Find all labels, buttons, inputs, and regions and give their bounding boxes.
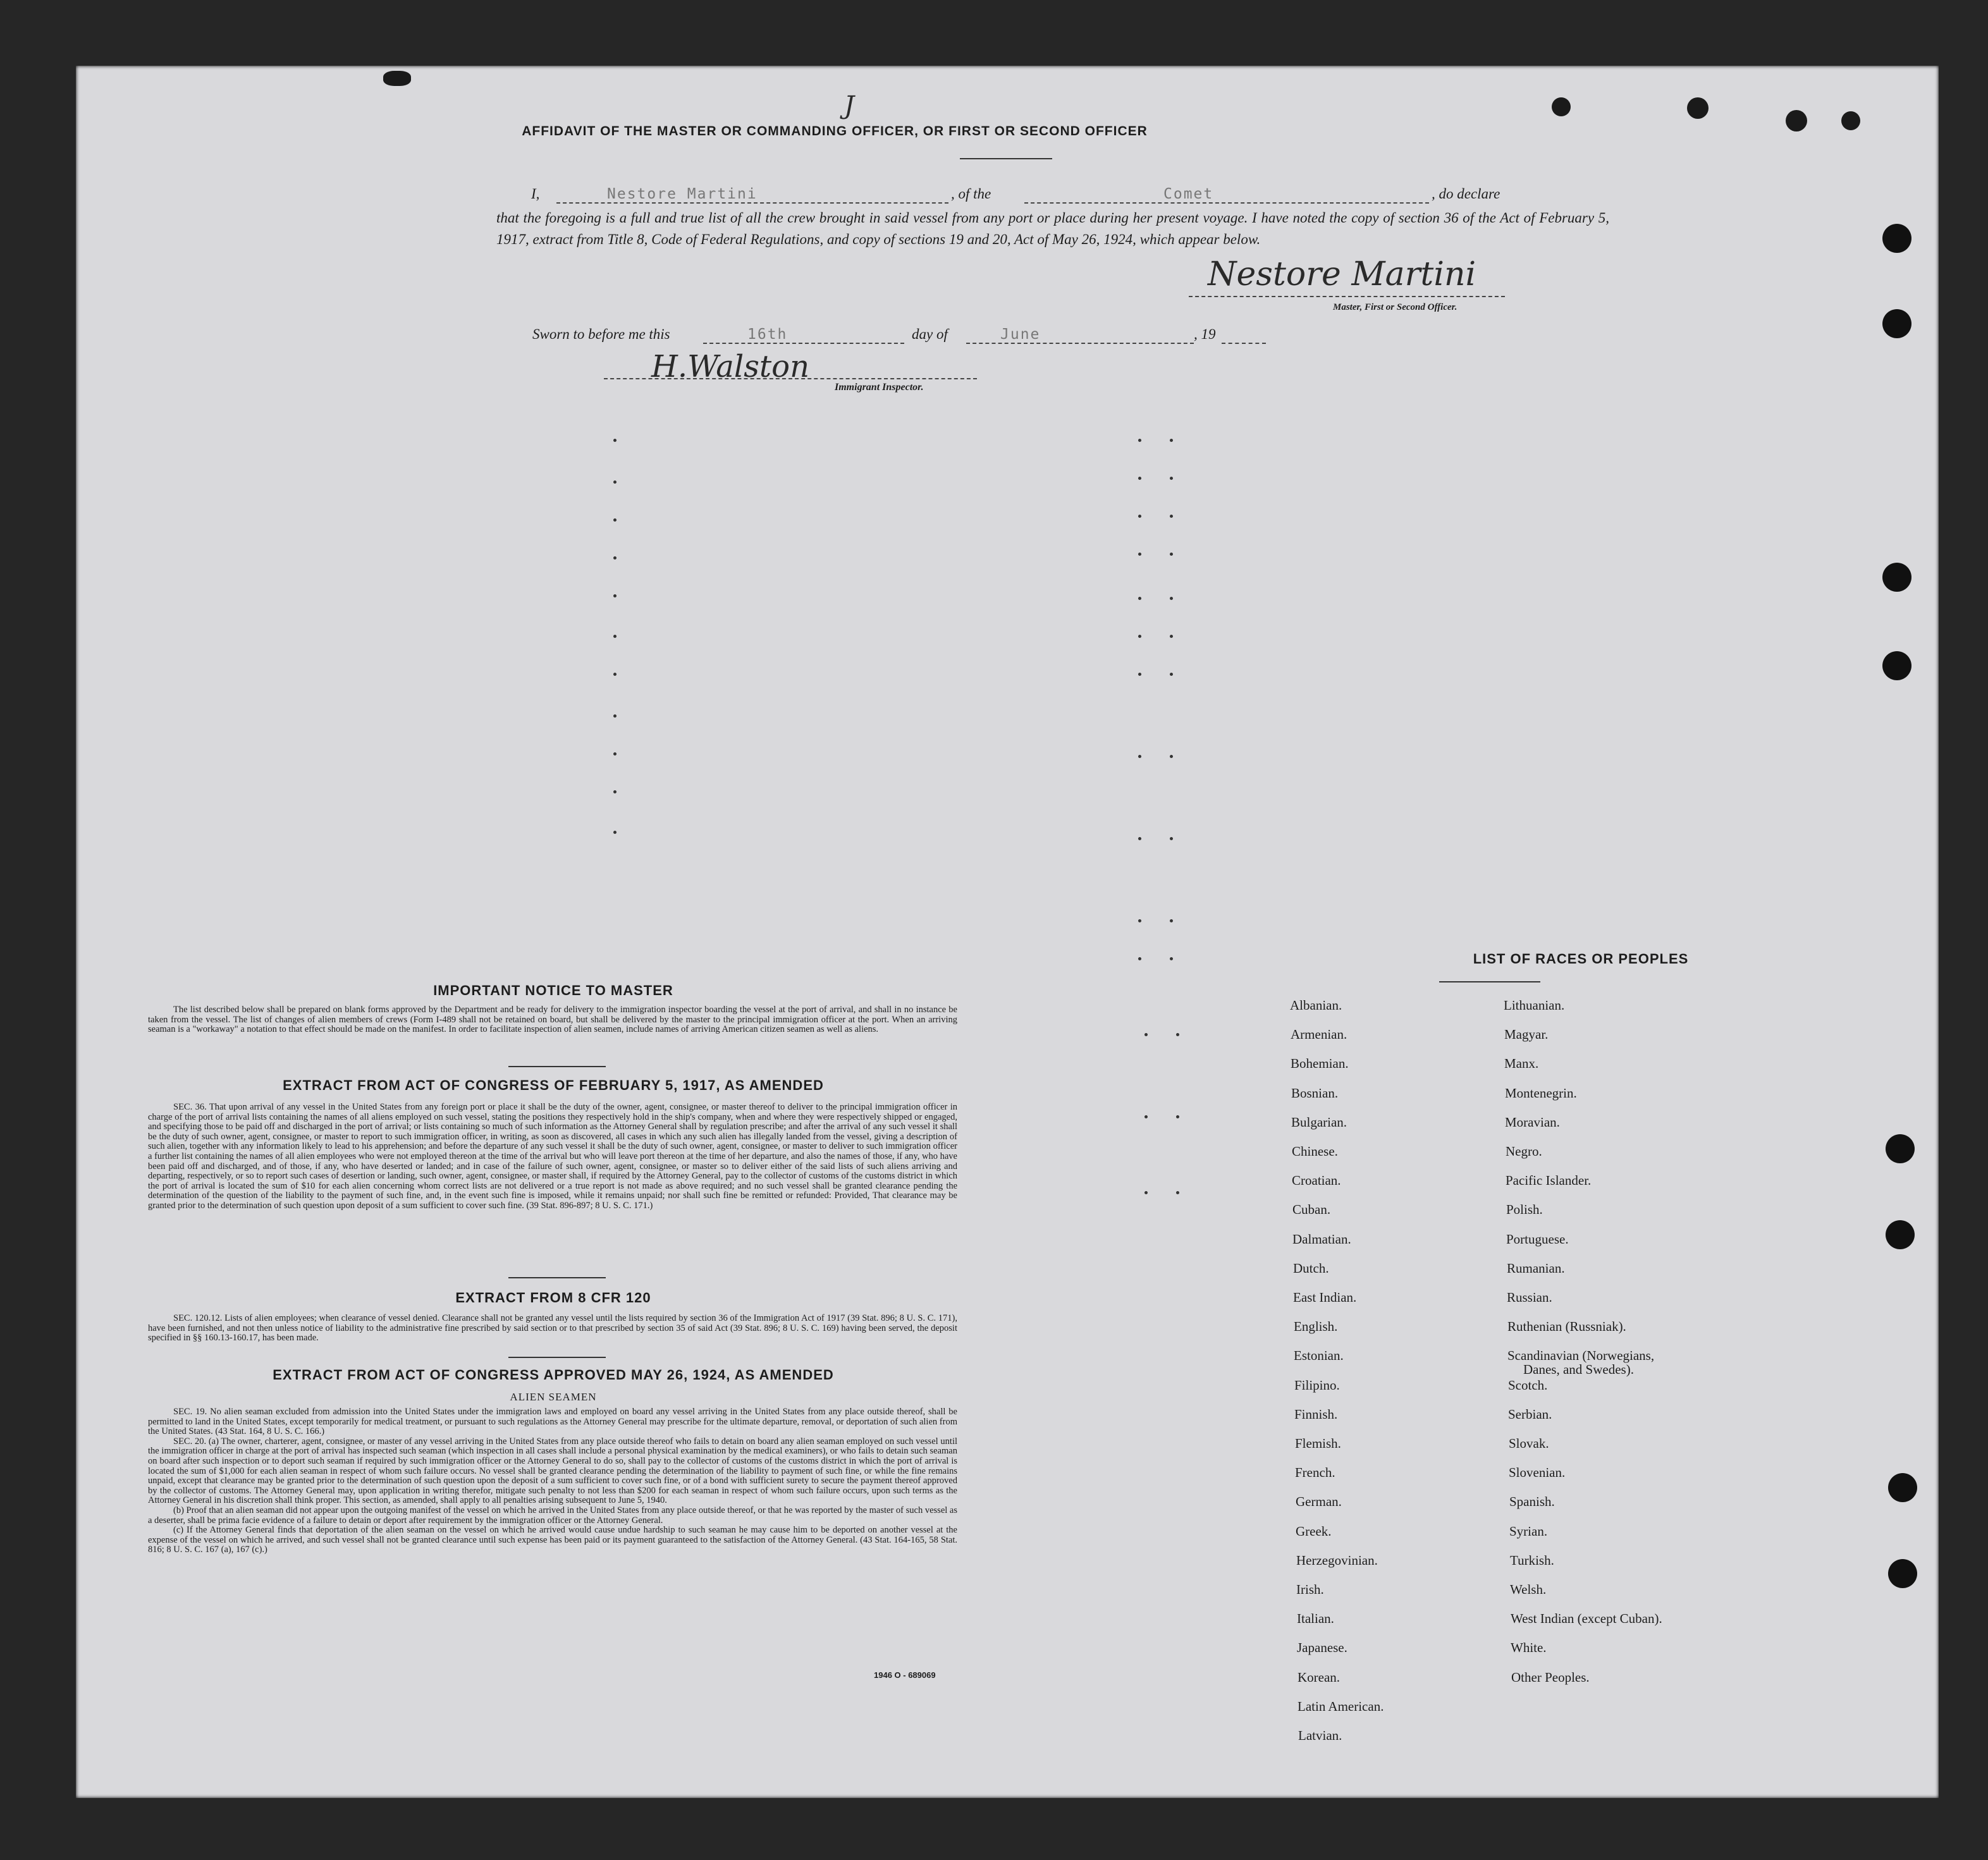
punch-hole bbox=[1882, 224, 1911, 253]
of-the-label: , of the bbox=[951, 186, 991, 202]
race-item: Bulgarian. bbox=[1291, 1115, 1347, 1130]
extract-1917-title: EXTRACT FROM ACT OF CONGRESS OF FEBRUARY 5, 1917, AS AMENDED bbox=[283, 1077, 824, 1093]
race-item: Pacific Islander. bbox=[1506, 1173, 1592, 1188]
master-signature-line bbox=[1189, 296, 1505, 297]
notice-body: The list described below shall be prepared on blank forms approved by the Department and be ready for delivery to the immigration inspector boarding the vessel at the port of arrival, and shall in no instance be taken from the vessel. The list of changes of alien members of crews (Form I-489 shall not be retained on board, but shall be delivered by the master to the principal immigration officer at the port. When an arriving seaman is a "workaway" a notation to that effect should be made on the manifest. In order to facilitate inspection of alien seamen, include names of arriving American citizen seamen as well as aliens. bbox=[148, 1005, 957, 1035]
year-prefix: , 19 bbox=[1194, 326, 1216, 342]
master-signature: Nestore Martini bbox=[1208, 255, 1476, 293]
name-line bbox=[556, 202, 948, 204]
inspector-caption: Immigrant Inspector. bbox=[835, 382, 924, 393]
race-item: German. bbox=[1296, 1494, 1342, 1509]
race-item: Turkish. bbox=[1510, 1553, 1554, 1568]
cfr-title: EXTRACT FROM 8 CFR 120 bbox=[455, 1290, 651, 1306]
inspector-signature: H.Walston bbox=[651, 349, 809, 384]
race-item: Welsh. bbox=[1510, 1582, 1547, 1597]
punch-hole bbox=[1886, 1220, 1915, 1249]
race-item: Albanian. bbox=[1290, 998, 1342, 1013]
sec-19: SEC. 19. No alien seaman excluded from admission into the United States under the immigration laws and employed on board any vessel arriving in the United States from any place outside thereof, shall be permitted to land in the United States, except temporarily for medical treatment, or pursuant to such regulations as the Attorney General may prescribe for the ultimate departure, removal, or deportation of such alien from the United States. (43 Stat. 164, 8 U. S. C. 166.) bbox=[148, 1407, 957, 1437]
race-item: Rumanian. bbox=[1507, 1261, 1565, 1276]
race-item: Greek. bbox=[1296, 1524, 1332, 1539]
punch-hole bbox=[1882, 309, 1911, 338]
handwritten-mark: J bbox=[844, 91, 855, 120]
race-item: Syrian. bbox=[1509, 1524, 1548, 1539]
race-item: White. bbox=[1511, 1640, 1547, 1655]
race-item: Bohemian. bbox=[1291, 1056, 1349, 1071]
cfr-body: SEC. 120.12. Lists of alien employees; when clearance of vessel denied. Clearance shall not be granted any vessel until the lists required by section 36 of the Immigration Act of 1917 (39 Stat. 896; 8 U. S. C. 171), have been furnished, and not then unless notice of liability to the administrative fine prescribed by said section or to that prescribed by section 35 of said Act (39 Stat. 896; 8 U. S. C. 169) having been served, the deposit specified in §§ 160.13-160.17, has been made. bbox=[148, 1313, 957, 1343]
race-item: Croatian. bbox=[1292, 1173, 1341, 1188]
race-item: Manx. bbox=[1504, 1056, 1539, 1071]
punch-hole bbox=[1888, 1559, 1917, 1588]
declaration-line bbox=[531, 186, 1606, 209]
race-item: Bosnian. bbox=[1291, 1086, 1339, 1101]
day-of-label: day of bbox=[912, 326, 948, 342]
races-title-underline bbox=[1439, 981, 1540, 982]
race-item: East Indian. bbox=[1293, 1290, 1357, 1305]
print-code: 1946 O - 689069 bbox=[874, 1670, 936, 1680]
speck bbox=[1841, 111, 1860, 130]
alien-seamen-subtitle: ALIEN SEAMEN bbox=[510, 1391, 597, 1403]
race-item: Portuguese. bbox=[1506, 1232, 1569, 1247]
extract-1917-divider bbox=[508, 1277, 606, 1278]
race-item: Latin American. bbox=[1298, 1699, 1384, 1714]
sworn-month: June bbox=[1000, 326, 1041, 343]
sec-20c: (c) If the Attorney General finds that deportation of the alien seaman on the vessel on which he arrived would cause undue hardship to such seaman he may cause him to be deported on another vessel at the expense of the vessel on which he arrived, and such vessel shall not be granted clearance until such expense has been paid or its payment guaranteed to the satisfaction of the Attorney General. (43 Stat. 164-165, 58 Stat. 816; 8 U. S. C. 167 (a), 167 (c).) bbox=[148, 1525, 957, 1555]
day-line bbox=[703, 343, 904, 344]
race-item: Spanish. bbox=[1509, 1494, 1555, 1509]
race-item: Russian. bbox=[1507, 1290, 1552, 1305]
punch-hole bbox=[1882, 651, 1911, 680]
punch-hole bbox=[1886, 1134, 1915, 1163]
race-item: English. bbox=[1294, 1319, 1338, 1334]
declaration-body: that the foregoing is a full and true list of all the crew brought in said vessel from any port or place during her present voyage. I have noted the copy of section 36 of the Act of February 5, 1917, extract from Title 8, Code of Federal Regulations, and copy of sections 19 and 20, Act of May 26, 1924, which appear below. bbox=[496, 210, 1609, 247]
race-item: Armenian. bbox=[1291, 1027, 1347, 1042]
month-line bbox=[966, 343, 1194, 344]
race-item: Polish. bbox=[1506, 1202, 1543, 1217]
punch-hole bbox=[1882, 563, 1911, 592]
race-item: Chinese. bbox=[1292, 1144, 1338, 1159]
affidavit-title: AFFIDAVIT OF THE MASTER OR COMMANDING OFFICER, OR FIRST OR SECOND OFFICER bbox=[522, 124, 1148, 138]
speck bbox=[1786, 110, 1807, 132]
cfr-divider bbox=[508, 1357, 606, 1358]
race-item: Serbian. bbox=[1508, 1407, 1552, 1422]
race-item: Japanese. bbox=[1297, 1640, 1347, 1655]
race-item: Filipino. bbox=[1294, 1378, 1340, 1393]
race-item: Slovak. bbox=[1509, 1436, 1549, 1451]
race-item: Estonian. bbox=[1294, 1348, 1344, 1363]
sec-20a: SEC. 20. (a) The owner, charterer, agent, consignee, or master of any vessel arriving in the United States from any place outside thereof who fails to detain on board any alien seaman employed on such vessel until the immigration officer in charge at the port of arrival has inspected such seaman (which inspection in all cases shall include a personal physical examination by the medical examiners), or who fails to detain such seaman on board after such inspection or to deport such seaman if required by such immigration officer or the Attorney General to do so, shall pay to the collector of customs of the customs district in which the port of arrival is located the sum of $1,000 for each alien seaman in respect of whom such failure occurs. No vessel shall be granted clearance pending the determination of the liability to payment of such fine, or while the fine remains unpaid, except that clearance may be granted prior to the determination of such question upon the deposit of a sum sufficient to cover such fine, or of a bond with sufficient surety to secure the payment thereof approved by the collector of customs. The Attorney General may, upon application in writing therefor, mitigate such penalty to not less than $200 for each seaman in respect of whom such failure occurs, upon such terms as the Attorney General in his discretion shall think proper. This section, as amended, shall apply to all penalties arising subsequent to June 5, 1940. bbox=[148, 1436, 957, 1506]
vessel-line bbox=[1024, 202, 1429, 204]
race-item: Scandinavian (Norwegians, bbox=[1507, 1348, 1655, 1363]
race-item: Dutch. bbox=[1293, 1261, 1329, 1276]
speck bbox=[1687, 97, 1709, 119]
race-item: Danes, and Swedes). bbox=[1523, 1362, 1634, 1377]
race-item: Other Peoples. bbox=[1511, 1670, 1590, 1685]
race-item: Korean. bbox=[1298, 1670, 1341, 1685]
document-sheet bbox=[76, 66, 1939, 1798]
race-item: Magyar. bbox=[1504, 1027, 1549, 1042]
title-underline bbox=[960, 158, 1052, 159]
sec-20b: (b) Proof that an alien seaman did not appear upon the outgoing manifest of the vessel on which he arrived in the United States from any place outside thereof, or that he was reported by the master of such vessel as a deserter, shall be prima facie evidence of a failure to detain or deport after requirement by the immigration officer or the Attorney General. bbox=[148, 1505, 957, 1526]
race-item: Moravian. bbox=[1505, 1115, 1560, 1130]
extract-1924-title: EXTRACT FROM ACT OF CONGRESS APPROVED MAY 26, 1924, AS AMENDED bbox=[273, 1367, 834, 1383]
sworn-label: Sworn to before me this bbox=[532, 326, 670, 342]
race-item: Dalmatian. bbox=[1292, 1232, 1351, 1247]
notice-divider bbox=[508, 1066, 606, 1067]
race-item: Italian. bbox=[1297, 1611, 1334, 1626]
speck bbox=[1552, 97, 1571, 116]
notice-title: IMPORTANT NOTICE TO MASTER bbox=[433, 982, 673, 998]
vessel-name: Comet bbox=[1163, 186, 1214, 202]
race-item: Flemish. bbox=[1295, 1436, 1341, 1451]
sworn-day: 16th bbox=[747, 326, 788, 343]
race-item: West Indian (except Cuban). bbox=[1511, 1611, 1662, 1626]
do-declare-label: , do declare bbox=[1432, 186, 1500, 202]
extract-1917-body: SEC. 36. That upon arrival of any vessel in the United States from any foreign port or place it shall be the duty of the owner, agent, consignee, or master thereof to deliver to the principal immigration officer in charge of the port of arrival lists containing the names of all aliens employed on such vessel, stating the positions they respectively hold in the ship's company, when and where they were respectively shipped or engaged, and specifying those to be paid off and discharged in the port of arrival; or lists containing so much of such information as the Attorney General shall by regulation prescribe; and after the arrival of any such vessel it shall be the duty of such owner, agent, consignee, or master to report to such immigration officer, in writing, as soon as discovered, all cases in which any such alien has illegally landed from the vessel, giving a description of such alien, together with any information likely to lead to his apprehension; and before the departure of any such vessel it shall be the duty of such owner, agent, consignee, or master to deliver to such immigration officer a further list containing the names of all alien employees who were not employed thereon at the time of the arrival but who will leave port thereon at the time of her departure, and also the names of those, if any, who have been paid off and discharged, and of those, if any, who have deserted or landed; and in case of the failure of such owner, agent, consignee, or master so to deliver either of the said lists of such aliens arriving and departing, respectively, or so to report such cases of desertion or landing, such owner, agent, consignee, or master shall, if required by the Attorney General, pay to the collector of customs of the customs district in which the port of arrival is located the sum of $10 for each alien concerning whom correct lists are not delivered or a true report is not made as above required; and no such vessel shall be granted clearance pending the determination of the question of the liability to the payment of such fine, and, in the event such fine is imposed, while it remains unpaid; nor shall such fine be remitted or refunded: Provided, That clearance may be granted prior to the determination of such question upon deposit of a sum sufficient to cover such fine. (39 Stat. 896-897; 8 U. S. C. 171.) bbox=[148, 1102, 957, 1211]
year-line bbox=[1222, 343, 1266, 344]
race-item: Ruthenian (Russniak). bbox=[1507, 1319, 1626, 1334]
race-item: Lithuanian. bbox=[1504, 998, 1565, 1013]
pronoun-i: I, bbox=[531, 186, 540, 202]
race-item: Montenegrin. bbox=[1505, 1086, 1577, 1101]
race-item: Cuban. bbox=[1292, 1202, 1331, 1217]
officer-name: Nestore Martini bbox=[607, 186, 758, 202]
race-item: Latvian. bbox=[1298, 1728, 1342, 1743]
master-caption: Master, First or Second Officer. bbox=[1333, 302, 1457, 312]
race-item: Negro. bbox=[1506, 1144, 1542, 1159]
race-item: Irish. bbox=[1296, 1582, 1324, 1597]
extract-1924-body bbox=[148, 1407, 957, 1555]
sworn-line bbox=[532, 326, 1354, 349]
inspector-signature-line bbox=[604, 378, 977, 379]
race-item: Finnish. bbox=[1294, 1407, 1338, 1422]
punch-hole bbox=[1888, 1473, 1917, 1502]
race-item: Scotch. bbox=[1508, 1378, 1548, 1393]
speck bbox=[383, 71, 411, 86]
race-item: Slovenian. bbox=[1509, 1465, 1566, 1480]
race-item: French. bbox=[1295, 1465, 1335, 1480]
races-title: LIST OF RACES OR PEOPLES bbox=[1473, 951, 1689, 967]
race-item: Herzegovinian. bbox=[1296, 1553, 1378, 1568]
